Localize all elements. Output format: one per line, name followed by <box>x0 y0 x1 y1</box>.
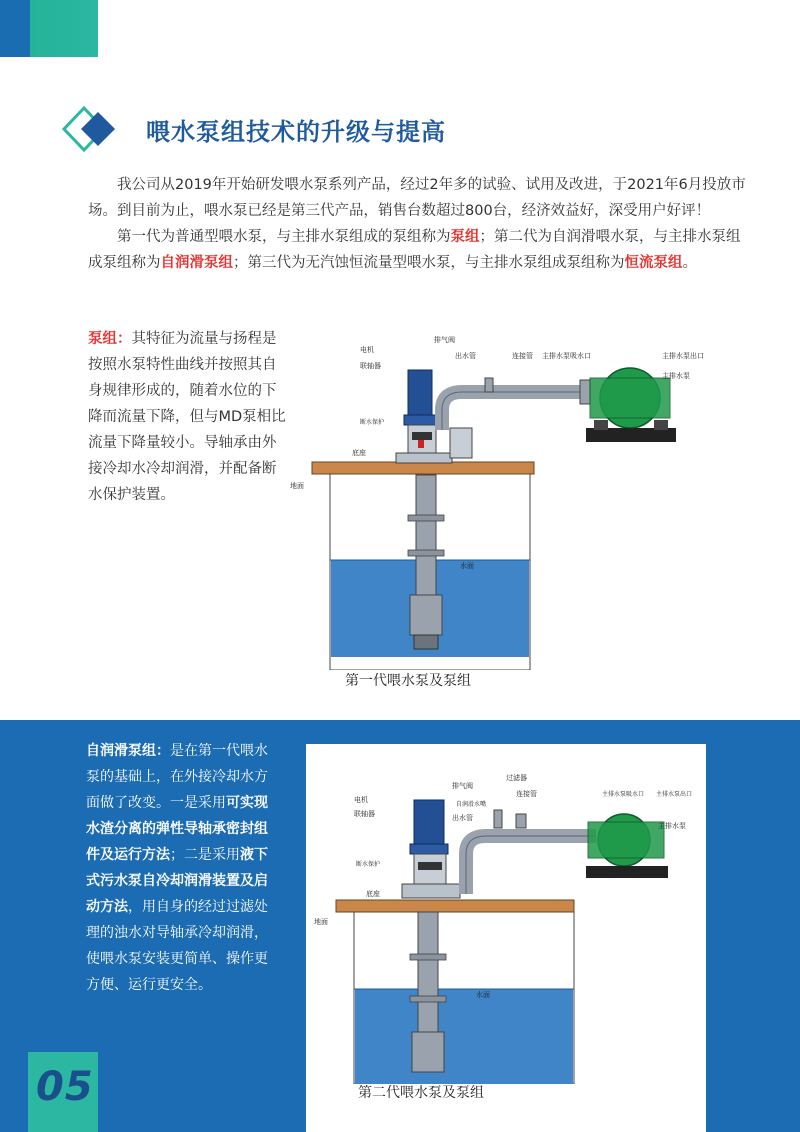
figure1-caption: 第一代喂水泵及泵组 <box>345 673 471 689</box>
second-gen-pump-diagram <box>306 744 706 1084</box>
floor-slab <box>336 900 574 912</box>
label-motor: 电机 <box>360 346 374 354</box>
label-base: 底座 <box>352 449 366 457</box>
label-connector: 连接管 <box>512 352 533 360</box>
section2-text <box>86 738 270 998</box>
label-main-inlet: 主排水泵吸水口 <box>542 352 591 360</box>
pump-column <box>418 912 438 1032</box>
corner-notch <box>0 0 30 57</box>
label-outlet-pipe: 出水管 <box>452 814 473 822</box>
label-exhaust: 排气阀 <box>434 336 455 344</box>
section2-bold-1: 可实现水渣分离的弹性导轴承密封组件及运行方法 <box>86 795 268 863</box>
motor-body <box>414 800 444 850</box>
diamond-logo-icon <box>62 106 122 152</box>
label-motor: 电机 <box>354 796 368 804</box>
highlight-pump-group: 泵组 <box>450 229 480 245</box>
main-pump-base <box>586 866 668 878</box>
highlight-constant-flow-group: 恒流泵组 <box>624 255 683 271</box>
section-title <box>62 106 762 152</box>
label-guard: 断水保护 <box>356 861 381 868</box>
label-main-outlet: 主排水泵出口 <box>662 352 704 360</box>
first-gen-pump-diagram <box>290 320 720 670</box>
intro-text-d: 。 <box>682 255 697 271</box>
intro-text-c: ；第三代为无汽蚀恒流量型喂水泵，与主排水泵组成泵组称为 <box>233 255 625 271</box>
corner-tab <box>0 0 98 57</box>
label-main-pump: 主排水泵 <box>662 372 690 380</box>
section2-bold-2: 液下式污水泵自冷却润滑装置及启动方法 <box>86 847 268 915</box>
pump-column <box>416 475 436 595</box>
label-self-lube: 自润滑水嘴 <box>456 801 487 808</box>
label-coupling: 联轴器 <box>354 810 375 818</box>
label-base: 底座 <box>366 890 380 898</box>
water-body <box>355 989 573 1084</box>
label-ground: 地面 <box>314 918 328 926</box>
section2-body-2: ；二是采用 <box>170 847 240 863</box>
label-coupling: 联轴器 <box>360 362 381 370</box>
section1-lead: 泵组： <box>88 331 132 347</box>
label-outlet-pipe: 出水管 <box>455 352 476 360</box>
pump-casing <box>410 595 442 635</box>
label-main-pump: 主排水泵 <box>658 822 686 830</box>
page-number-box <box>28 1052 98 1132</box>
page-title: 喂水泵组技术的升级与提高 <box>146 118 446 146</box>
pump-casing <box>412 1032 444 1072</box>
section2-body-1: 是在第一代喂水泵的基础上，在外接冷却水方面做了改变。一是采用 <box>86 743 268 811</box>
section2-body-3: ，用自身的经过过滤处理的浊水对导轴承冷却润滑，使喂水泵安装更简单、操作更方便、运行更安全。 <box>86 899 268 993</box>
label-ground: 地面 <box>290 482 304 490</box>
label-filter: 过滤器 <box>506 774 527 782</box>
floor-slab <box>312 462 534 474</box>
figure2-panel <box>306 744 706 1132</box>
figure2-caption: 第二代喂水泵及泵组 <box>358 1085 484 1101</box>
section2-lead: 自润滑泵组： <box>86 743 170 759</box>
label-connector: 连接管 <box>516 790 537 798</box>
label-water: 水面 <box>460 562 474 570</box>
label-water: 水面 <box>476 991 490 999</box>
intro-text <box>88 172 748 276</box>
highlight-self-lube-group: 自润滑泵组 <box>160 255 233 271</box>
main-pump-base <box>586 428 676 442</box>
intro-paragraph-1: 我公司从2019年开始研发喂水泵系列产品，经过2年多的试验、试用及改进，于2021年6月投放市场。到目前为止，喂水泵已经是第三代产品，销售台数超过800台，经济效益好，深受用户好评！ <box>88 177 746 219</box>
label-exhaust: 排气阀 <box>452 782 473 790</box>
intro-paragraph-2 <box>88 224 748 276</box>
label-guard: 断水保护 <box>360 419 385 426</box>
page-number: 05 <box>36 1064 94 1110</box>
section1-text <box>88 326 286 508</box>
label-main-inlet: 主排水泵吸水口 <box>602 791 645 798</box>
motor-body <box>408 370 432 420</box>
intro-text-a: 第一代为普通型喂水泵，与主排水泵组成的泵组称为 <box>117 229 451 245</box>
section1-body: 其特征为流量与扬程是按照水泵特性曲线并按照其自身规律形成的，随着水位的下降而流量下降，但与MD泵相比流量下降量较小。导轴承由外接冷却水冷却润滑，并配备断水保护装置。 <box>88 331 286 503</box>
label-main-outlet: 主排水泵出口 <box>656 791 693 798</box>
intro-text-b: ；第二代为自润滑喂水泵，与主排水泵组成泵组称为 <box>88 229 741 271</box>
